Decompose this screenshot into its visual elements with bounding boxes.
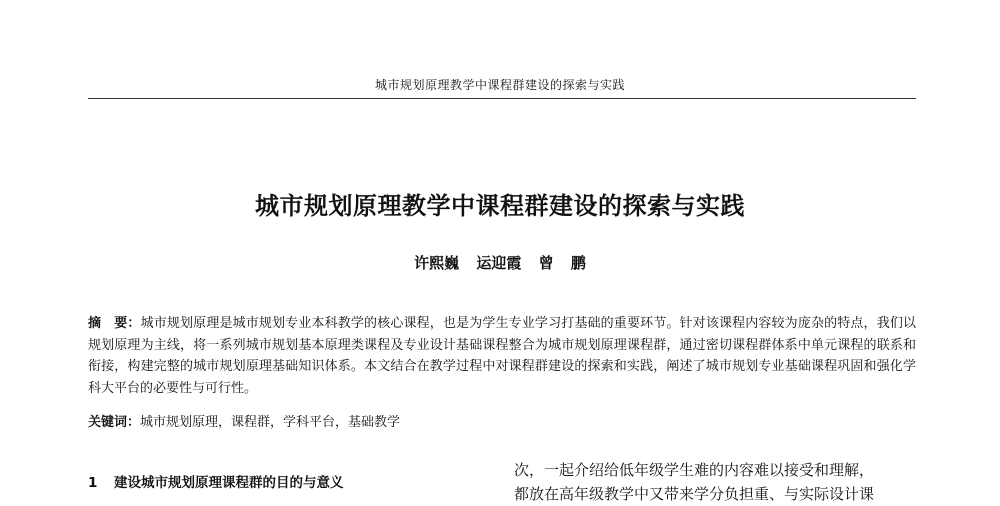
abstract-text: 城市规划原理是城市规划专业本科教学的核心课程，也是为学生专业学习打基础的重要环节。针对该课程内容较为庞杂的特点，我们以规划原理为主线，将一系列城市规划基本原理类课程及专业设计基础课程整合为城市规划原理课程群，通过密切课程群体系中单元课程的联系和衔接，构建完整的城市规划原理基础知识体系。本文结合在教学过程中对课程群建设的探索和实践，阐述了城市规划专业基础课程巩固和强化学科大平台的必要性与可行性。 [88,316,916,396]
abstract-label: 摘 要： [88,316,141,331]
right-column-text [514,458,916,506]
article-title: 城市规划原理教学中课程群建设的探索与实践 [255,192,745,220]
section-number: 1 [88,475,98,491]
authors: 许熙巍 运迎霞 曾 鹏 [414,254,586,272]
body-line: 次，一起介绍给低年级学生难的内容难以接受和理解， [514,461,875,479]
header-rule [88,98,916,99]
keywords-label: 关键词： [88,415,141,430]
section-heading [88,471,344,491]
running-header: 城市规划原理教学中课程群建设的探索与实践 [374,78,625,92]
section-title: 建设城市规划原理课程群的目的与意义 [114,475,344,491]
abstract [88,313,916,399]
body-line: 都放在高年级教学中又带来学分负担重、与实际设计课 [514,485,875,503]
keywords [88,412,916,433]
keywords-text: 城市规划原理，课程群，学科平台，基础教学 [140,415,401,430]
